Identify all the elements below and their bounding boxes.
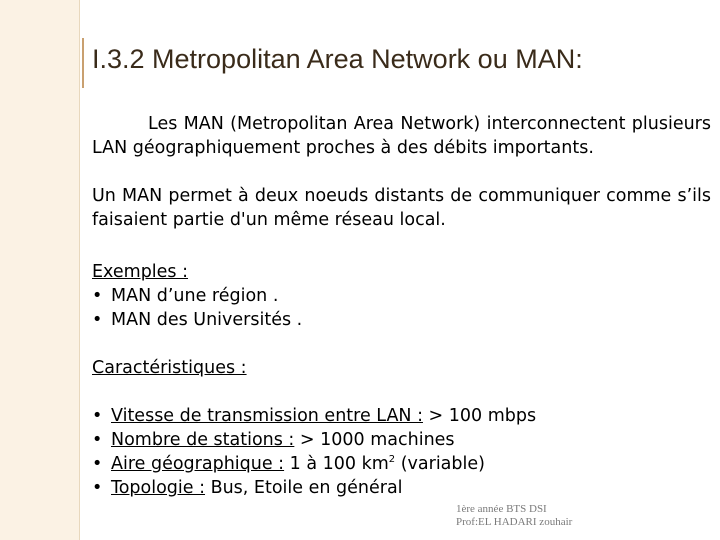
slide-title: I.3.2 Metropolitan Area Network ou MAN: — [92, 44, 583, 74]
list-item — [92, 476, 536, 500]
characteristics-list — [92, 404, 536, 500]
characteristic-value: > 1000 machines — [294, 430, 455, 450]
characteristic-label: Nombre de stations : — [111, 430, 295, 450]
list-item — [92, 452, 536, 476]
characteristic-label: Vitesse de transmission entre LAN : — [111, 406, 423, 426]
list-item — [92, 284, 302, 308]
title-accent-rule — [82, 38, 84, 88]
paragraph-description: Un MAN permet à deux noeuds distants de communiquer comme s’ils faisaient partie d'un même réseau local. — [92, 186, 711, 230]
list-item — [92, 308, 302, 332]
bullet-icon: • — [92, 310, 103, 330]
characteristic-value: Bus, Etoile en général — [205, 478, 403, 498]
example-text: MAN des Universités . — [111, 310, 303, 330]
characteristic-value: > 100 mbps — [422, 406, 537, 426]
examples-heading: Exemples : — [92, 262, 189, 282]
footer-class: 1ère année BTS DSI — [456, 503, 547, 515]
characteristic-label: Aire géographique : — [111, 454, 285, 474]
slide-sidebar-band — [0, 0, 80, 540]
bullet-icon: • — [92, 430, 103, 450]
characteristic-value: 1 à 100 km — [284, 454, 389, 474]
characteristic-note: (variable) — [395, 454, 485, 474]
characteristic-label: Topologie : — [111, 478, 206, 498]
list-item — [92, 428, 536, 452]
bullet-icon: • — [92, 286, 103, 306]
footer-author: Prof:EL HADARI zouhair — [456, 516, 573, 528]
examples-list — [92, 284, 302, 332]
example-text: MAN d’une région . — [111, 286, 279, 306]
characteristics-heading: Caractéristiques : — [92, 358, 247, 378]
bullet-icon: • — [92, 406, 103, 426]
bullet-icon: • — [92, 454, 103, 474]
slide-footer — [456, 503, 572, 529]
bullet-icon: • — [92, 478, 103, 498]
paragraph-definition: Les MAN (Metropolitan Area Network) interconnectent plusieurs LAN géographiquement proches à des débits importants. — [92, 114, 711, 158]
superscript-unit: 2 — [388, 454, 396, 466]
list-item — [92, 404, 536, 428]
